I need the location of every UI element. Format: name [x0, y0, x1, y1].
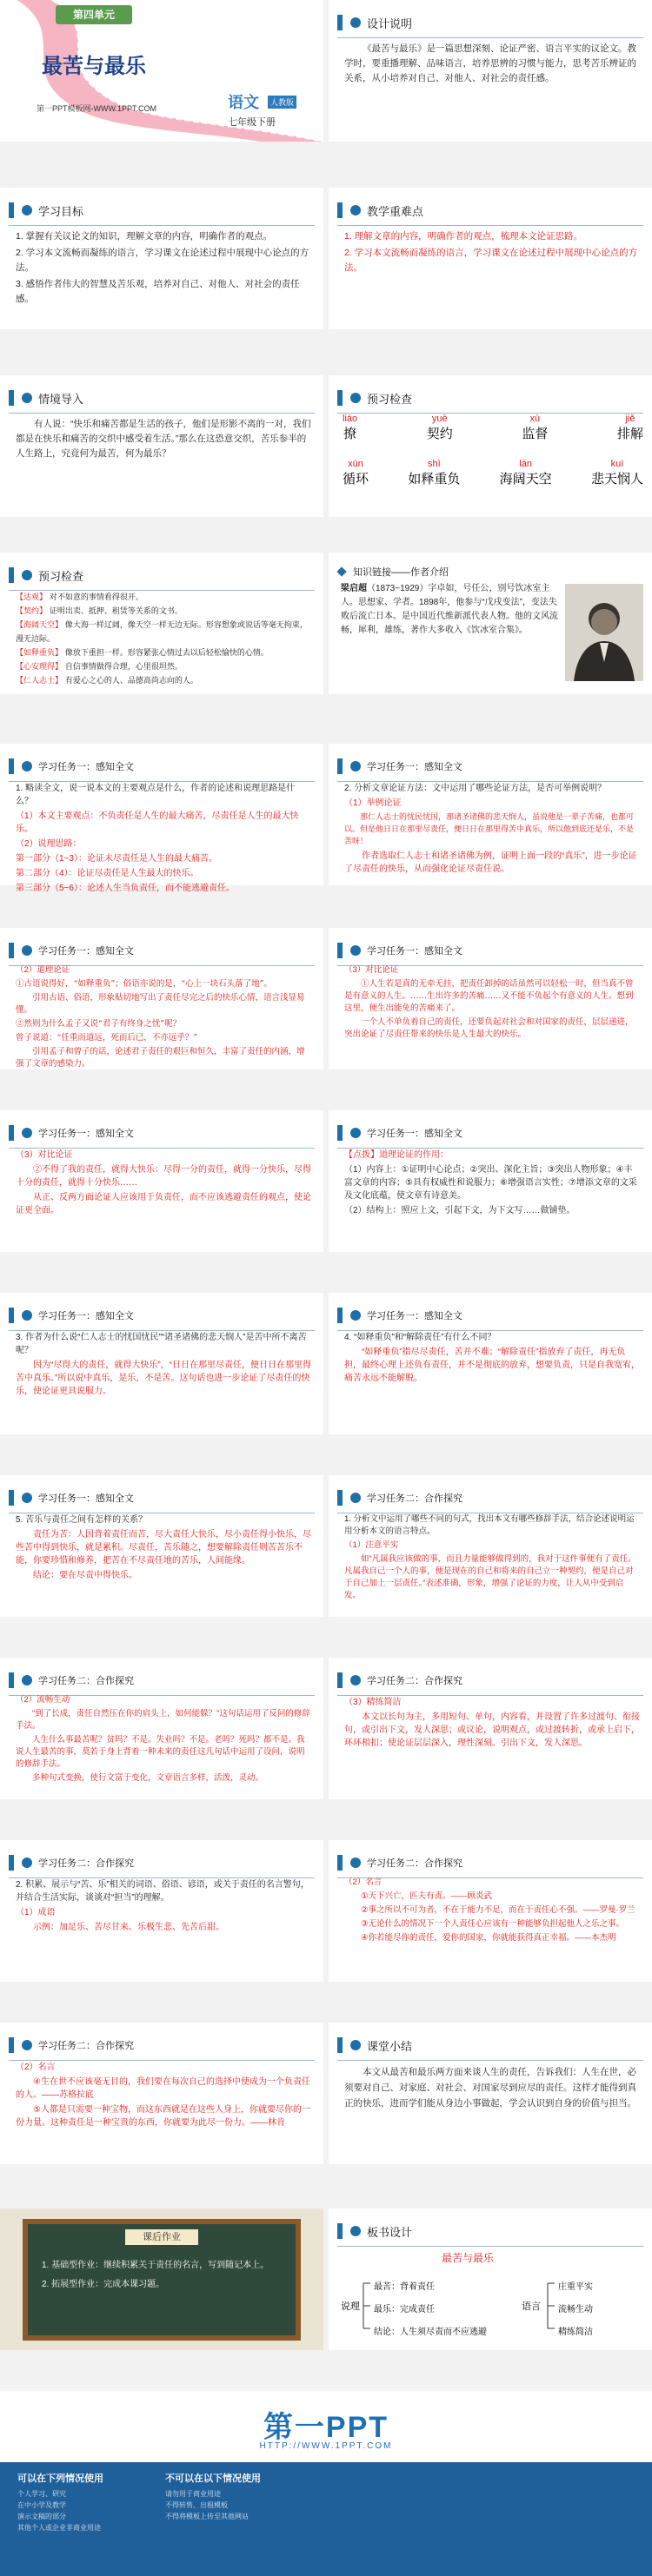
footer-left-item: 个人学习、研究: [17, 2490, 66, 2498]
pinyin: kuì: [610, 459, 624, 469]
slide-design-notes: [329, 0, 652, 142]
quote-item: ④你若能尽你的责任，爱你的国家，你就能获得真正幸福。——本杰明: [361, 1933, 616, 1943]
slide-goals: [0, 188, 323, 329]
board-left-label: 说理: [341, 2301, 360, 2312]
answer: 引用古语、俗语，形象贴切地写出了责任尽完之后的快乐心情，语言浅显易懂。: [16, 993, 305, 1015]
footer-logo: 第一PPT: [263, 2411, 389, 2444]
slide-title: 学习任务二：合作探究: [367, 1493, 462, 1504]
circle-icon: [21, 569, 33, 581]
slide-title: 学习任务一：感知全文: [38, 1129, 134, 1139]
footer-left-title: 可以在下列情况使用: [17, 2473, 103, 2484]
question: 1. 分析文中运用了哪些不同的句式，找出本文有哪些修辞手法，结合论述说明运用分析本文的语言特点。: [344, 1514, 635, 1536]
slide-task2-quotes1: [329, 1840, 652, 1982]
vocab-row: 【心安理得】 自信事情做得合理，心里很坦然。: [16, 663, 183, 672]
question: 2. 分析文章论证方法：文中运用了哪些论证方法，是否可举例说明？: [344, 784, 607, 793]
circle-icon: [349, 1492, 362, 1504]
answer: “如释重负”指尽尽责任，苦并不难；“解除责任”指放弃了责任，再无负担，最终心理上还负有责任，并不是彻底的放弃，想要负责，只是自我宽宥，痛苦永远不能解脱。: [344, 1348, 640, 1383]
board-line: 最苦：背着责任: [374, 2282, 435, 2292]
slide-title: 学习目标: [38, 204, 84, 218]
circle-icon: [21, 1492, 33, 1504]
slide-title: 学习任务一：感知全文: [38, 1493, 134, 1504]
answer: “到了长成，责任自然压在你的肩头上，如何能躲？”这句话运用了反问的修辞手法。: [16, 1709, 310, 1731]
quote-item: ⑤人都是只需要一种宝物，而这东西就是在这些人身上，你就要尽你的一份力量。这种责任是一种宝贵的东西，你就要为此尽一份力。——林肯: [16, 2105, 310, 2128]
cover-unit: 第四单元: [72, 9, 115, 21]
key-item: 1. 理解文章的内容，明确作者的观点，梳理本文论证思路。: [344, 231, 583, 242]
board-right-label: 语言: [522, 2301, 541, 2312]
slide-key-points: [329, 188, 652, 329]
vocab-row: 【仁人志士】 有爱心之心的人、品德高尚志向的人。: [16, 677, 198, 685]
answer: 责任为苦：人因背着责任而苦，尽大责任大快乐，尽小责任得小快乐，尽些苦中得到快乐，就是累积。尽责任，苦乐随之，想要解除责任则苦苦乐不能，你要珍惜和修养，把苦在不尽责任地的苦乐，人间能缘。: [16, 1530, 311, 1566]
answer: 一个人不单负着自己的责任，还要负起对社会和对国家的责任，层层递进，突出论证了尽责任带来的快乐是人生最大的快乐。: [344, 1017, 634, 1039]
word: 循环: [343, 471, 369, 487]
quote: 曾子说道：“任重而道远，死而后已，不亦远乎？”: [16, 1033, 198, 1043]
pinyin: lán: [519, 459, 532, 469]
slide-title: 学习任务一：感知全文: [367, 1311, 462, 1321]
slide-title: 情境导入: [38, 392, 84, 406]
footer-left-item: 其他个人或企业非商业用途: [17, 2524, 101, 2532]
footer-right-item: 请勿用于商业用途: [165, 2490, 221, 2498]
slide-title: 知识链接——作者介绍: [353, 567, 449, 578]
answer: （2）说理思路：: [16, 839, 82, 849]
answer: 人生什么事最苦呢？贫吗？不是。失业吗？不是。老吗？死吗？都不是。我说人生最苦的事，莫若于身上背着一种未来的责任这几句话中运用了设问，说明的修辞手法。: [16, 1735, 305, 1769]
footer-right-title: 不可以在以下情况使用: [165, 2473, 261, 2484]
slide-title: 预习检查: [367, 392, 413, 406]
quote-item: ③无论什么的情况下一个人责任心应该有一种能够负担起他人之乐之事。: [361, 1919, 625, 1929]
footer: [0, 2391, 652, 2576]
slide-author: [329, 553, 652, 694]
circle-icon: [349, 1674, 362, 1686]
vocab-row: 【达观】 对不如意的事情看得很开。: [16, 593, 143, 602]
slide-task1-summary: [0, 744, 323, 893]
tip-item: （1）内容上：①证明中心论点；②突出、深化主旨；③突出人物形象；④丰富文章的内容；⑤具有权威性和说服力；⑥增强语言实性；⑦增添文章的文采及文化底蕴，使文章有诗意美。: [344, 1165, 637, 1201]
slide-vocab: [0, 553, 323, 694]
slide-title: 学习任务一：感知全文: [367, 1129, 462, 1139]
circle-icon: [349, 1127, 362, 1139]
key-item: 2. 学习本文流畅而凝练的语言，学习课文在论述过程中展现中心论点的方法。: [344, 248, 638, 273]
summary-text: 本文从最苦和最乐两方面来谈人生的责任，告诉我们：人生在世，必须要对自己、对家庭、对社会、对国家尽到应尽的责任。这样才能得到真正的快乐，进而学们能从身边小事做起，学会认识到自身的价值与担当。: [344, 2067, 636, 2109]
circle-icon: [349, 17, 362, 29]
author-bio: 字卓如，号任公，别号饮冰室主人。思想家、学者。1898年，他参与“戊戌变法”，变法失败后流亡日本。是中国近代维新派代表人物。他的文风流畅，犀利，雄练，著作大多收入《饮冰室合集》。: [341, 584, 558, 635]
slide-task1-reasoning: [0, 928, 323, 1069]
quote-item: ④生在世不应该毫无目的，我们要在每次自己的选择中使成为一个负责任的人。——苏格拉底: [16, 2077, 310, 2100]
circle-icon: [349, 2039, 362, 2051]
slide-title: 教学重难点: [367, 204, 424, 218]
question: 5. 苦乐与责任之间有怎样的关系？: [16, 1515, 148, 1525]
vocab-row: 【海阔天空】 像大海一样辽阔，像天空一样无边无际。形容想象或说话等毫无拘束，漫无边际。: [16, 621, 308, 644]
answer: 示例：加足乐、苦尽甘来、乐极生悲、先苦后甜。: [33, 1923, 224, 1932]
diamond-icon: [336, 566, 348, 578]
board-line: 结论：人生须尽责而不应逃避: [374, 2328, 487, 2337]
quote-item: ②事之所以不可为者，不在于能力不足，而在于责任心不强。——罗曼·罗兰: [361, 1905, 635, 1915]
slide-summary: [329, 2023, 652, 2164]
circle-icon: [21, 1857, 33, 1869]
circle-icon: [21, 1309, 33, 1321]
question: 2. 积累、展示与“苦、乐”相关的词语、俗语、谚语，或关于责任的名言警句，并结合生活实际，谈谈对“担当”的理解。: [16, 1880, 309, 1903]
answer: 从正、反两方面论证人应该用于负责任，而不应该逃避责任的观点，使论证更全面。: [16, 1193, 311, 1215]
slide-pinyin-check: [329, 375, 652, 517]
answer: （2）道理论证: [16, 965, 70, 975]
cover-grade: 七年级下册: [228, 117, 276, 128]
circle-icon: [21, 2039, 33, 2051]
answer: 本文以长句为主，多用短句、单句，内容看，并设置了许多过渡句、衔接句，或引出下文，发人深思；或议论，说明观点，或过渡转折，或承上启下，环环相扣；使论证层层深入，理性深刻。引出下文，发人深思。: [344, 1712, 640, 1748]
answer-line: 第二部分（4）：论证尽责任是人生最大的快乐。: [16, 869, 199, 878]
word: 契约: [426, 426, 453, 441]
tip-head: 【点拨】道理论证的作用：: [344, 1150, 449, 1160]
slide-title: 学习任务二：合作探究: [38, 1676, 134, 1686]
answer-line: 第一部分（1~3）：论证未尽责任是人生的最大痛苦。: [16, 854, 217, 864]
circle-icon: [349, 204, 362, 216]
answer: 引用孟子和曾子的话，论述君子责任的艰巨和恒久，丰富了责任的内涵，增强了文章的感染力。: [16, 1047, 305, 1069]
answer: 多种句式变换，使行文富于变化，文章语言多样，活泼，灵动。: [32, 1773, 264, 1783]
answer: 因为“尽得大的责任，就得大快乐”，“日日在那里尽责任，便日日在那里得苦中真乐。”所以说中真乐，是乐，不是苦。这句话也进一步论证了尽责任的快乐，使论证更具说服力。: [16, 1361, 311, 1396]
word: 撩: [343, 426, 357, 441]
slide-task1-tips: [329, 1110, 652, 1252]
circle-icon: [21, 204, 33, 216]
slide-homework: [0, 2208, 323, 2350]
quote-item: ①天下兴亡，匹夫有责。——顾炎武: [361, 1891, 493, 1901]
slide-task1-q3: [0, 1293, 323, 1434]
slide-title: 学习任务一：感知全文: [38, 1311, 134, 1321]
pinyin: yuē: [431, 414, 448, 424]
cover-url: 第一PPT模板网-WWW.1PPT.COM: [37, 104, 156, 113]
footer-url: HTTP://WWW.1PPT.COM: [259, 2441, 393, 2451]
circle-icon: [21, 760, 33, 772]
slide-intro: [0, 375, 323, 517]
circle-icon: [349, 760, 362, 772]
pinyin: liáo: [343, 414, 358, 424]
board-center-title: 最苦与最乐: [442, 2252, 495, 2264]
cover-publisher: 人教版: [268, 96, 296, 109]
answer: （2）流畅生动: [16, 1695, 70, 1705]
slide-title: 学习任务一：感知全文: [38, 946, 134, 957]
board-rline: 流畅生动: [558, 2305, 593, 2314]
word: 海阔天空: [499, 471, 552, 487]
footer-right-item: 不得转售、出租模板: [165, 2501, 228, 2509]
word: 监督: [522, 426, 549, 441]
slide-title: 学习任务二：合作探究: [38, 2041, 134, 2051]
circle-icon: [349, 392, 362, 404]
circle-icon: [21, 944, 33, 957]
word: 排解: [616, 426, 643, 441]
goal-item: 3. 感悟作者伟大的智慧及苦乐观，培养对自己、对他人、对社会的责任感。: [16, 279, 300, 304]
goal-item: 1. 掌握有关议论文的知识，理解文章的内容，明确作者的观点。: [16, 231, 273, 242]
answer: 作者选取仁人志士和诸圣诸佛为例，证明上面一段的“真乐”，进一步论证了尽责任的快乐，从而强化论证尽责任说。: [344, 851, 637, 874]
footer-left-item: 演示文稿的部分: [17, 2513, 66, 2520]
pinyin: shì: [427, 459, 441, 469]
answer: （1）举例论证: [344, 798, 402, 808]
board-line: 最乐：完成责任: [374, 2305, 435, 2314]
slide-title: 学习任务二：合作探究: [38, 1858, 134, 1869]
slide-title: 学习任务一：感知全文: [367, 762, 462, 772]
slide-title: 学习任务二：合作探究: [367, 1858, 462, 1869]
question: 4. “如释重负”和“解除责任”有什么不同？: [344, 1333, 496, 1342]
pinyin: xún: [348, 459, 363, 469]
slide-title: 学习任务一：感知全文: [38, 762, 134, 772]
circle-icon: [349, 1309, 362, 1321]
slide-board-design: [329, 2208, 652, 2350]
answer: 结论：要在尽责中得快乐。: [33, 1571, 137, 1580]
slide-title: 学习任务二：合作探究: [367, 1676, 462, 1686]
vocab-row: 【契约】 证明出卖、抵押、租赁等关系的文书。: [16, 607, 183, 616]
blackboard: [23, 2219, 301, 2341]
board-title: 课后作业: [143, 2232, 181, 2242]
quote: ①古语说得好，“如释重负”；俗语亦说的是，“心上一块石头落了地”。: [16, 979, 272, 989]
answer: （2）名言: [16, 2063, 56, 2072]
slide-title: 学习任务一：感知全文: [367, 946, 462, 957]
footer-right-item: 不得将模板上传至其他网站: [165, 2513, 249, 2520]
question: 1. 略读全文，说一说本文的主要观点是什么，作者的论述和说理思路是什么？: [16, 784, 296, 806]
slide-task1-contrast: [329, 928, 652, 1069]
answer: （3）对比论证: [16, 1150, 73, 1160]
slide-cover: [0, 0, 323, 142]
word: 悲天悯人: [590, 471, 643, 487]
circle-icon: [21, 1674, 33, 1686]
author-years: （1873~1929）: [367, 584, 429, 593]
homework-item: 1. 基础型作业：继续积累关于责任的名言，写到随记本上。: [42, 2261, 269, 2270]
answer: （1）本文主要观点：不负责任是人生的最大痛苦，尽责任是人生的最大快乐。: [16, 811, 299, 834]
tip-item: （2）结构上：照应上文，引起下文，为下文写……做铺垫。: [344, 1206, 575, 1215]
design-text: 《最苦与最乐》是一篇思想深刻、论证严密、语言平实的议论文。教学时，要重播理解、品味语言，培养思辨的习惯与能力，思考苦乐辨证的关系，从小培养对自己、对他人、对社会的责任感。: [344, 43, 636, 83]
cover-title: 最苦与最乐: [42, 55, 146, 78]
slide-task2-language: [329, 1475, 652, 1617]
intro-text: 有人说：“快乐和痛苦都是生活的孩子，他们是形影不离的一对，我们都是在快乐和痛苦的交织中感受着生活。”那么在这恐意交织，苦乐参半的人生路上，究竟何为最苦，何为最乐？: [16, 419, 311, 459]
answer-line: 第三部分（5~6）：论述人生当负责任，而不能逃避责任。: [16, 884, 235, 893]
question: 3. 作者为什么说“仁人志士的忧国忧民”“诸圣诸佛的悲天悯人”是苦中所不离苦呢？: [16, 1333, 307, 1355]
board-rline: 精练简洁: [558, 2328, 593, 2337]
answer: （3）对比论证: [344, 965, 399, 975]
quote: ①人生若是真的无牵无挂，把责任卸掉的话虽然可以轻松一时，但当真不曾是有意义的人生。……生出许多的苦痛……又不能不负起个有意义的人生。想到这里，便生出能免的苦痛来了。: [344, 979, 634, 1013]
footer-left-item: 在中小学及教学: [17, 2501, 66, 2509]
circle-icon: [21, 392, 33, 404]
circle-icon: [349, 1857, 362, 1869]
slide-task1-q5: [0, 1475, 323, 1617]
word: 如释重负: [408, 471, 461, 487]
answer: （2）名言: [344, 1877, 383, 1887]
author-portrait: [565, 584, 643, 681]
quote: ②然则为什么孟子又说“君子有终身之忧”呢？: [16, 1019, 182, 1029]
answer: （1）注意平实: [344, 1540, 399, 1550]
slide-title: 课堂小结: [367, 2039, 413, 2053]
slide-task1-contrast2: [0, 1110, 323, 1252]
slide-task2-quotes2: [0, 2023, 323, 2164]
homework-item: 2. 拓展型作业：完成本课习题。: [42, 2280, 165, 2289]
slide-title: 板书设计: [367, 2225, 413, 2239]
circle-icon: [21, 1127, 33, 1139]
answer: （3）精练简洁: [344, 1698, 402, 1707]
answer: （1）成语: [16, 1908, 56, 1917]
circle-icon: [349, 944, 362, 957]
pinyin: xù: [529, 414, 541, 424]
goal-item: 2. 学习本文流畅而凝练的语言，学习课文在论述过程中展现中心论点的方法。: [16, 248, 309, 273]
slide-task2-fluent: [0, 1658, 323, 1799]
board-rline: 庄重平实: [558, 2282, 593, 2292]
author-name: 梁启超: [341, 584, 367, 593]
vocab-row: 【如释重负】 像放下重担一样。形容紧张心情过去以后轻松愉快的心情。: [16, 649, 269, 658]
slide-task1-q4: [329, 1293, 652, 1434]
quote: ②不得了我的责任，就得大快乐：尽得一分的责任，就得一分快乐，尽得十分的责任，就得十分快乐……: [16, 1165, 311, 1188]
slide-title: 设计说明: [367, 17, 413, 30]
cover-subject: 语文: [228, 94, 259, 111]
pinyin: jiě: [625, 414, 635, 424]
slide-task1-methods: [329, 744, 652, 885]
slide-title: 预习检查: [38, 569, 84, 583]
quote: 那仁人志士的忧民忧国，那诸圣诸佛的悲天悯人，虽说他是一辈子苦痛，也都可以。但是他日日在那里尽责任，便日日在那里得苦中真乐，所以他到底还是乐，不是苦呀！: [344, 813, 635, 846]
slide-task2-concise: [329, 1658, 652, 1799]
answer: 如“凡属我应该做的事，而且力量能够做得到的，我对于这件事便有了责任。凡属我自己一个人的事，便是现在的自己和将来的自己立一种契约，便是自己对于自己加上一层责任。”表述准确，形象，增强了论证的力度，让人从中受到启发。: [344, 1554, 636, 1600]
slide-task2-words: [0, 1840, 323, 1982]
